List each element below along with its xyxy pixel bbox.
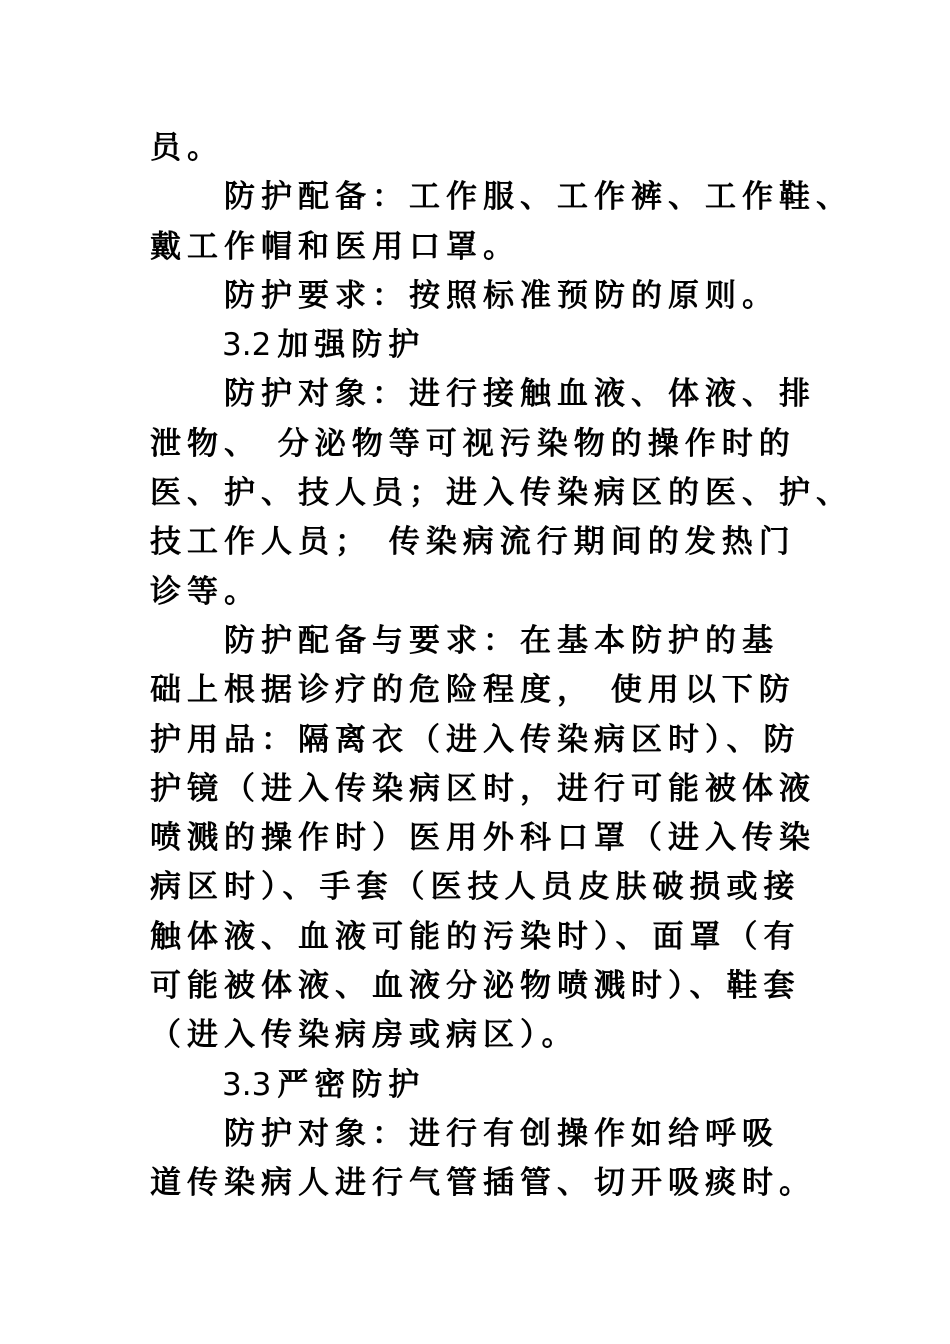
section-number: 3.2	[222, 327, 272, 364]
paragraph-line: 护镜（进入传染病区时，进行可能被体液	[150, 770, 816, 807]
paragraph-line: 础上根据诊疗的危险程度， 使用以下防	[150, 672, 796, 709]
paragraph-line: 员。	[150, 130, 224, 166]
paragraph-line: 泄物、 分泌物等可视污染物的操作时的	[150, 425, 796, 462]
document-body	[150, 124, 853, 1209]
paragraph-line: 病区时）、手套（医技人员皮肤破损或接	[150, 869, 801, 906]
paragraph-line: 诊等。	[150, 573, 261, 610]
paragraph-line: 道传染病人进行气管插管、切开吸痰时。	[150, 1165, 816, 1202]
paragraph-line: 技工作人员； 传染病流行期间的发热门	[150, 524, 796, 561]
paragraph-first-line: 防护配备：工作服、工作裤、工作鞋、	[224, 179, 853, 216]
paragraph-line: 触体液、血液可能的污染时）、面罩（有	[150, 918, 801, 955]
section-title: 加强防护	[277, 327, 426, 364]
section-number: 3.3	[222, 1066, 272, 1103]
section-heading	[150, 1061, 810, 1110]
paragraph-first-line: 防护对象：进行接触血液、体液、排	[224, 376, 816, 413]
paragraph-line: 可能被体液、血液分泌物喷溅时）、鞋套	[150, 968, 801, 1005]
paragraph-line: 护用品：隔离衣（进入传染病区时）、防	[150, 721, 801, 758]
paragraph-line: （进入传染病房或病区）。	[150, 1017, 579, 1054]
paragraph-line: 喷溅的操作时）医用外科口罩（进入传染	[150, 820, 816, 857]
section-title: 严密防护	[277, 1066, 426, 1103]
paragraph-first-line: 防护配备与要求：在基本防护的基	[224, 622, 779, 659]
paragraph-line: 医、护、技人员；进入传染病区的医、护、	[150, 475, 853, 512]
paragraph-first-line: 防护要求：按照标准预防的原则。	[224, 277, 779, 314]
paragraph-line: 戴工作帽和医用口罩。	[150, 228, 520, 265]
paragraph-first-line: 防护对象：进行有创操作如给呼吸	[224, 1115, 779, 1152]
section-heading	[150, 321, 810, 370]
